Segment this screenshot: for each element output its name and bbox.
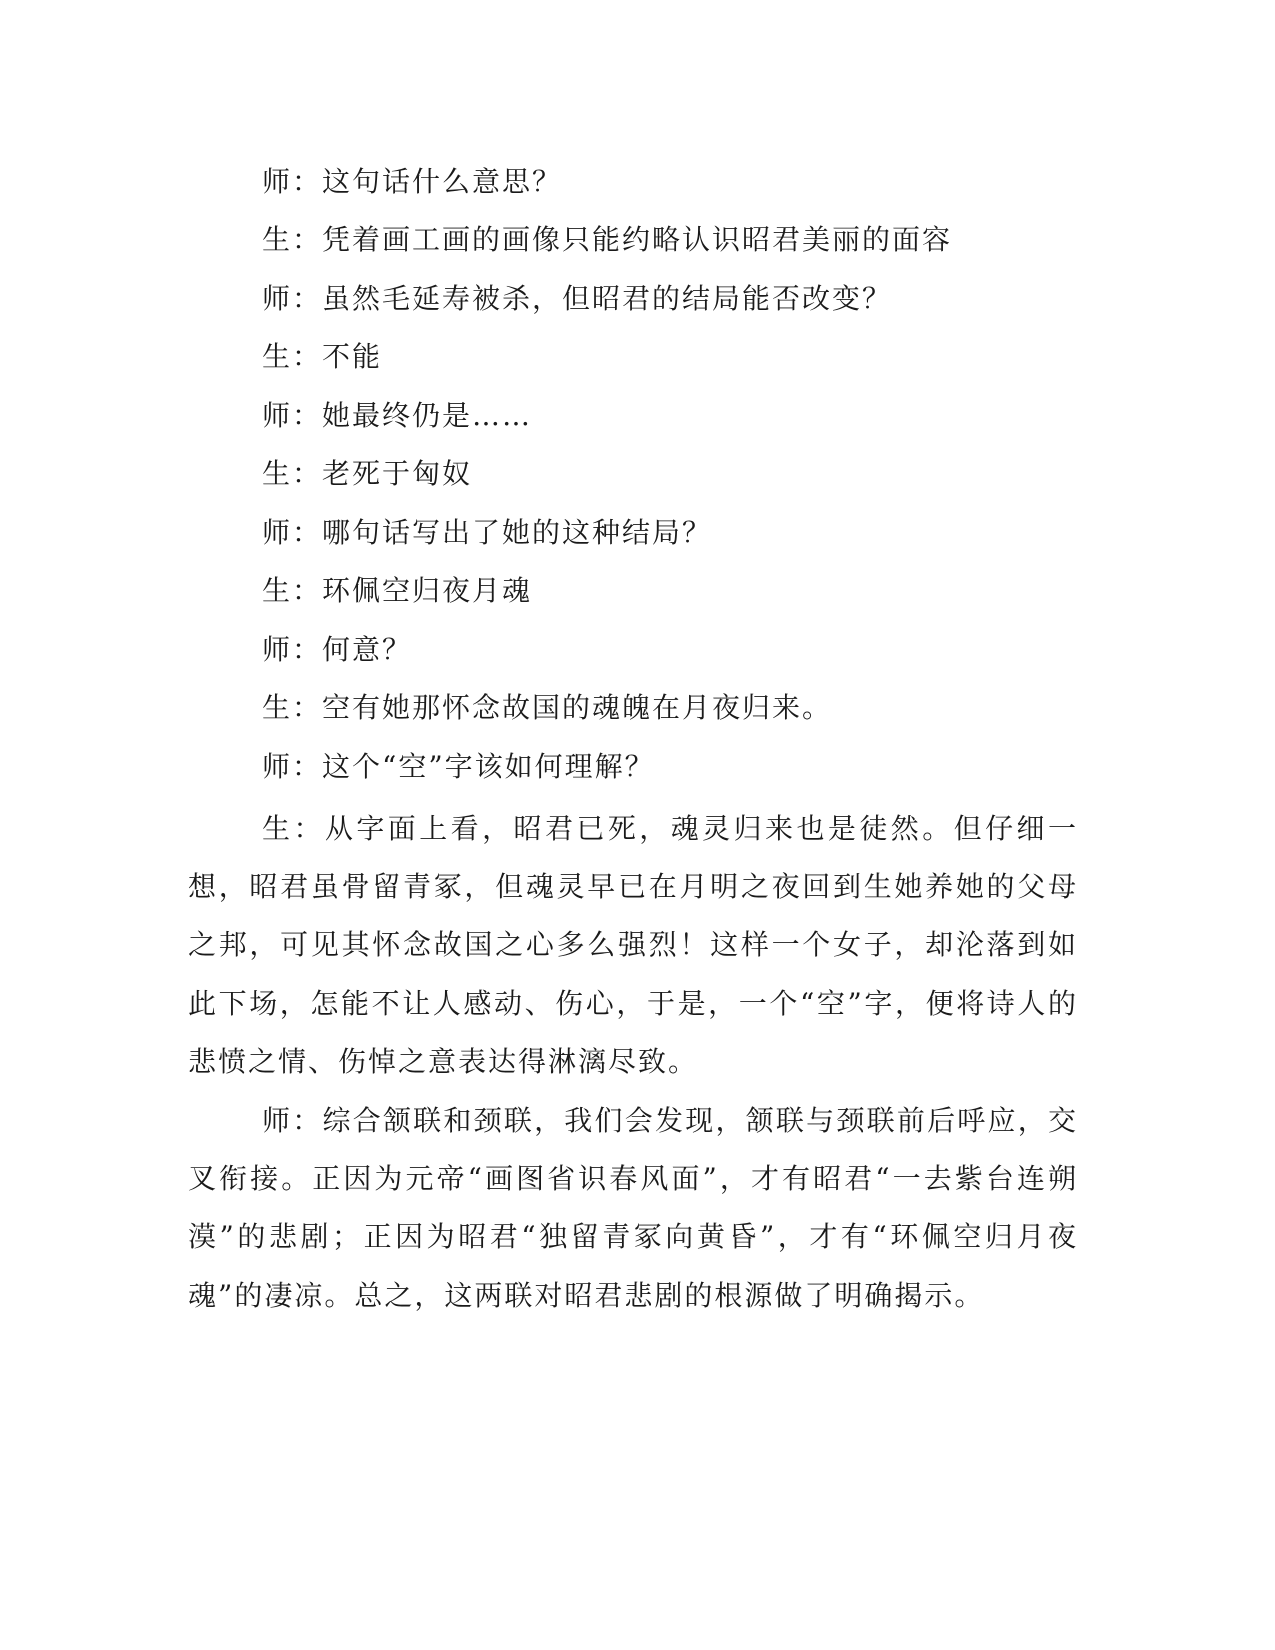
dialogue-line-9: 师：何意？	[262, 633, 413, 666]
dialogue-line-3: 师：虽然毛延寿被杀，但昭君的结局能否改变？	[262, 282, 893, 315]
paragraph-student-answer: 生：从字面上看，昭君已死，魂灵归来也是徒然。但仔细一想，昭君虽骨留青冢，但魂灵早已在月明之夜回到生她养她的父母之邦，可见其怀念故国之心多么强烈！这样一个女子，却沦落到如此下场，怎能不让人感动、伤心，于是，一个“空”字，便将诗人的悲愤之情、伤悼之意表达得淋漓尽致。	[188, 812, 1078, 1078]
dialogue-line-8: 生：环佩空归夜月魂	[262, 574, 533, 607]
dialogue-line-2: 生：凭着画工画的画像只能约略认识昭君美丽的面容	[262, 223, 953, 256]
paragraph-teacher-summary: 师：综合颔联和颈联，我们会发现，颔联与颈联前后呼应，交叉衔接。正因为元帝“画图省识春风面”，才有昭君“一去紫台连朔漠”的悲剧；正因为昭君“独留青冢向黄昏”，才有“环佩空归月夜魂”的凄凉。总之，这两联对昭君悲剧的根源做了明确揭示。	[188, 1104, 1078, 1312]
dialogue-line-6: 生：老死于匈奴	[262, 457, 473, 490]
dialogue-line-10: 生：空有她那怀念故国的魂魄在月夜归来。	[262, 691, 833, 724]
dialogue-line-11: 师：这个“空”字该如何理解？	[262, 750, 655, 783]
dialogue-line-7: 师：哪句话写出了她的这种结局？	[262, 516, 713, 549]
dialogue-line-4: 生：不能	[262, 340, 383, 373]
dialogue-line-5: 师：她最终仍是……	[262, 399, 533, 432]
dialogue-line-1: 师：这句话什么意思？	[262, 165, 563, 198]
